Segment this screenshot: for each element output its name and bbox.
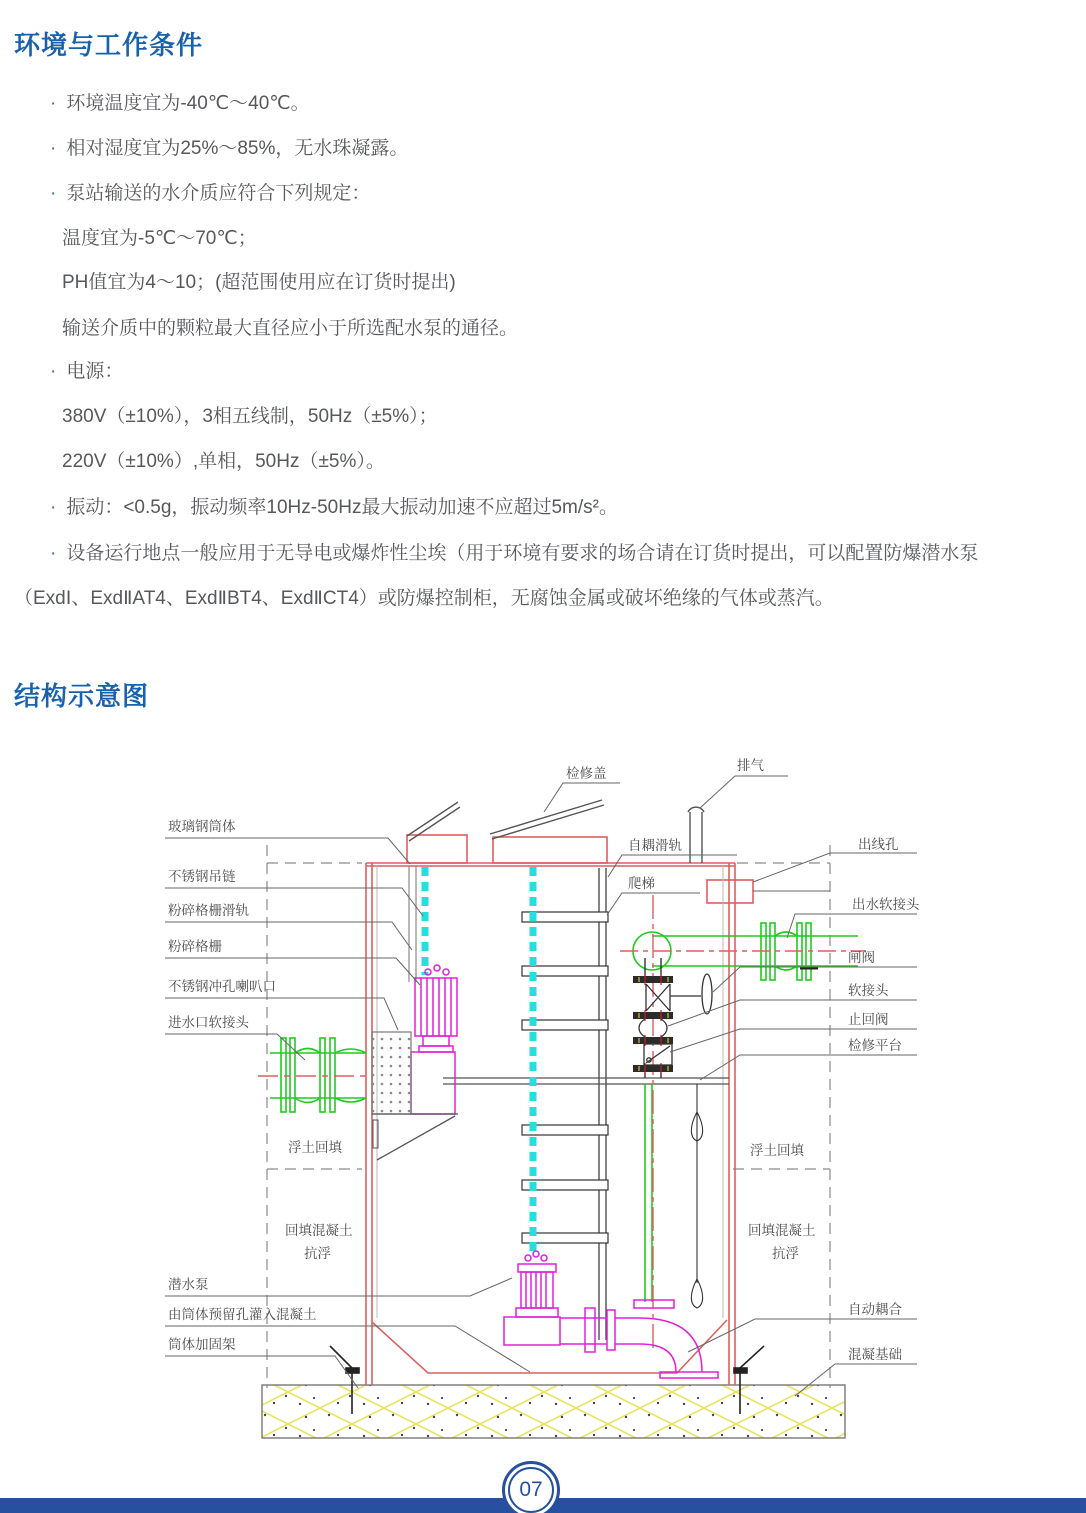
bullet-text: 相对湿度宜为25%～85%，无水珠凝露。 (66, 138, 409, 159)
bullet-dot: · (50, 361, 57, 382)
label-auto-coupling: 自动耦合 (848, 1302, 902, 1317)
grinder-rails (409, 866, 416, 982)
check-valve-symbol (644, 1044, 672, 1065)
bullet-row (62, 401, 438, 428)
bullet-text: PH值宜为4～10；(超范围使用应在订货时提出) (62, 272, 456, 293)
bullet-dot: · (50, 93, 57, 114)
label-concrete-backfill-right: 回填混凝土 (748, 1223, 816, 1238)
valve-stack (633, 958, 712, 1078)
float-teardrop (691, 1279, 702, 1308)
bullet-dot: · (50, 138, 57, 159)
grinder-unit (411, 965, 457, 1114)
service-platform-lines (443, 1078, 729, 1084)
bullet-row (62, 223, 257, 250)
tank-hopper-bottom (372, 1320, 727, 1373)
label-concrete-base: 混凝基础 (848, 1347, 902, 1362)
label-grinder-rail: 粉碎格栅滑轨 (168, 903, 249, 918)
bullet-row (62, 267, 456, 294)
page-number-badge (502, 1461, 560, 1513)
bullet-row (50, 492, 618, 519)
bell-mouth-basket (372, 1032, 458, 1160)
bullet-text: 输送介质中的颗粒最大直径应小于所选配水泵的通径。 (62, 318, 519, 339)
bullet-row (62, 446, 385, 473)
tank-inner-lines (377, 866, 723, 1318)
structure-diagram-svg (0, 740, 1086, 1455)
page-number: 07 (508, 1467, 554, 1513)
label-anti-float-right: 抗浮 (772, 1246, 799, 1261)
bullet-dot: · (50, 183, 57, 204)
label-gate-valve: 闸阀 (848, 950, 875, 965)
foundation-slab (262, 1385, 845, 1438)
bullet-row (50, 133, 408, 160)
cable-hole-box (707, 880, 753, 903)
label-access-cover: 检修盖 (566, 766, 607, 781)
handwheel-icon (702, 974, 712, 1014)
bullet-row (50, 356, 123, 383)
label-cable-hole: 出线孔 (858, 837, 899, 852)
label-check-valve: 止回阀 (848, 1012, 889, 1027)
bullet-row (50, 538, 978, 565)
label-concrete-backfill-left: 回填混凝土 (285, 1223, 353, 1238)
label-soft-joint: 软接头 (848, 983, 889, 998)
lifting-chains (425, 867, 533, 1252)
label-soil-backfill-left: 浮土回填 (288, 1140, 342, 1155)
label-soil-backfill-right: 浮土回填 (750, 1143, 804, 1158)
discharge-elbow-inner (615, 1344, 676, 1372)
section2-title: 结构示意图 (14, 681, 150, 711)
bullet-text: 环境温度宜为-40℃～40℃。 (66, 93, 310, 114)
bullet-text: 220V（±10%）,单相，50Hz（±5%）。 (62, 451, 385, 472)
label-outlet-joint: 出水软接头 (852, 897, 920, 912)
label-ladder: 爬梯 (628, 876, 655, 891)
bullet-text: 电源： (66, 361, 124, 382)
bullet-row (50, 88, 310, 115)
label-coupling-rail: 自耦滑轨 (628, 838, 682, 853)
structure-diagram (0, 740, 1086, 1455)
inlet-flexible-joint (270, 1038, 366, 1112)
submersible-pump (504, 1251, 718, 1378)
ladder (522, 868, 608, 1340)
bullet-text: 380V（±10%），3相五线制，50Hz（±5%）； (62, 406, 438, 427)
bullet-text: 泵站输送的水介质应符合下列规定： (66, 183, 371, 204)
label-service-platform: 检修平台 (848, 1038, 902, 1053)
label-pour-concrete: 由筒体预留孔灌入混凝土 (168, 1307, 317, 1322)
discharge-elbow-outer (615, 1318, 702, 1372)
label-vent: 排气 (737, 758, 764, 773)
label-frp-tank-body: 玻璃钢筒体 (168, 819, 236, 834)
section1-title: 环境与工作条件 (14, 30, 204, 60)
label-ss-chain: 不锈钢吊链 (168, 869, 236, 884)
label-submersible-pump: 潜水泵 (168, 1277, 209, 1292)
label-inlet-joint: 进水口软接头 (168, 1015, 249, 1030)
label-anti-float-left: 抗浮 (304, 1246, 331, 1261)
bullet-text: 振动：<0.5g，振动频率10Hz-50Hz最大振动加速不应超过5m/s²。 (66, 497, 618, 518)
bullet-text: （ExdⅠ、ExdⅡAT4、ExdⅡBT4、ExdⅡCT4）或防爆控制柜，无腐蚀金属或破坏绝缘的气体或蒸汽。 (14, 588, 834, 609)
label-bell-mouth: 不锈钢冲孔喇叭口 (168, 979, 276, 994)
bullet-text: 设备运行地点一般应用于无导电或爆炸性尘埃（用于环境有要求的场合请在订货时提出，可以配置防爆潜水泵 (66, 543, 979, 564)
bullet-dot: · (50, 497, 57, 518)
excavation-boundary (267, 845, 830, 1388)
label-grinder: 粉碎格栅 (168, 939, 222, 954)
bullet-row (50, 178, 370, 205)
bullet-dot: · (50, 543, 57, 564)
float-switch-cord (691, 1084, 702, 1308)
auto-coupling-seat (634, 1300, 674, 1308)
bullet-text: 温度宜为-5℃～70℃； (62, 228, 257, 249)
bullet-row (62, 313, 518, 340)
label-tank-brace: 筒体加固架 (168, 1337, 236, 1352)
bullet-row (14, 583, 834, 610)
